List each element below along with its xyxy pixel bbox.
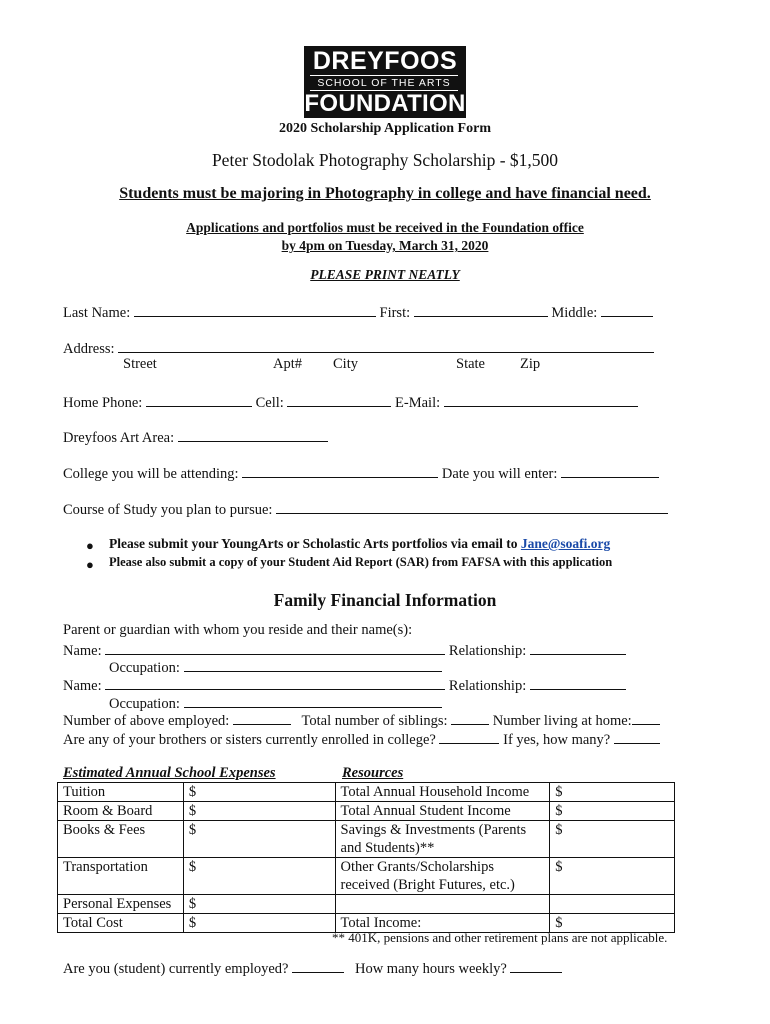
expense-amount-field[interactable]: $: [183, 895, 335, 914]
parent2-occupation-field[interactable]: [184, 694, 442, 708]
siblings-field[interactable]: [451, 711, 489, 725]
hours-answer-field[interactable]: [510, 959, 562, 973]
expenses-table: [57, 782, 675, 933]
expense-label: Personal Expenses: [58, 895, 184, 914]
table-row: [58, 895, 675, 914]
expense-label: Room & Board: [58, 802, 184, 821]
college-field[interactable]: [242, 464, 438, 478]
parent2-name-label: Name:: [63, 678, 102, 694]
resource-amount-field[interactable]: $: [550, 802, 675, 821]
logo-line-2: SCHOOL OF THE ARTS: [310, 75, 458, 91]
date-enter-field[interactable]: [561, 464, 659, 478]
name-row: [63, 303, 653, 322]
table-row: [58, 821, 675, 858]
expense-amount-field[interactable]: $: [183, 858, 335, 895]
college-row: [63, 464, 659, 483]
course-row: [63, 500, 668, 519]
course-field[interactable]: [276, 500, 668, 514]
city-caption: City: [333, 356, 358, 372]
resource-amount-field[interactable]: [550, 895, 675, 914]
resource-label: Total Annual Student Income: [335, 802, 550, 821]
date-enter-label: Date you will enter:: [441, 466, 558, 482]
living-field[interactable]: [632, 711, 660, 725]
parent2-occupation-label: Occupation:: [109, 696, 180, 712]
expense-amount-field[interactable]: $: [183, 783, 335, 802]
expense-label: Total Cost: [58, 914, 184, 933]
parent1-relationship-label: Relationship:: [448, 643, 527, 659]
parent1-occupation-row: [109, 658, 442, 677]
resource-label: [335, 895, 550, 914]
last-name-label: Last Name:: [63, 305, 131, 321]
expense-amount-field[interactable]: $: [183, 914, 335, 933]
expense-label: Tuition: [58, 783, 184, 802]
family-heading: Family Financial Information: [273, 590, 497, 610]
resource-amount-field[interactable]: $: [550, 783, 675, 802]
resource-label: Savings & Investments (Parents and Students)**: [335, 821, 550, 858]
hours-question: How many hours weekly?: [354, 961, 507, 977]
table-row: [58, 783, 675, 802]
college-siblings-field[interactable]: [439, 730, 499, 744]
cell-field[interactable]: [287, 393, 391, 407]
employed-question: Are you (student) currently employed?: [63, 961, 289, 977]
state-caption: State: [456, 356, 485, 372]
email-link[interactable]: Jane@soafi.org: [520, 536, 611, 551]
logo-line-3: FOUNDATION: [304, 90, 466, 117]
parent1-occupation-field[interactable]: [184, 658, 442, 672]
expense-amount-field[interactable]: $: [183, 802, 335, 821]
requirement-text: Students must be majoring in Photography in college and have financial need.: [119, 185, 651, 202]
siblings-label: Total number of siblings:: [301, 713, 448, 729]
resource-label: Total Income:: [335, 914, 550, 933]
expense-label: Books & Fees: [58, 821, 184, 858]
first-name-label: First:: [379, 305, 411, 321]
employed-label: Number of above employed:: [63, 713, 230, 729]
college-label: College you will be attending:: [63, 466, 239, 482]
family-intro: Parent or guardian with whom you reside and their name(s):: [63, 622, 413, 638]
portfolio-text: Please submit your YoungArts or Scholastic Arts portfolios via email to: [109, 536, 518, 551]
resource-label: Total Annual Household Income: [335, 783, 550, 802]
table-row: [58, 858, 675, 895]
bullet-icon: ●: [86, 538, 94, 553]
how-many-label: If yes, how many?: [503, 732, 611, 748]
art-area-row: [63, 428, 328, 447]
phone-row: [63, 393, 638, 412]
cell-label: Cell:: [255, 395, 284, 411]
resources-heading: Resources: [342, 765, 404, 781]
how-many-field[interactable]: [614, 730, 660, 744]
scholarship-title: Peter Stodolak Photography Scholarship - $1,500: [211, 150, 559, 170]
expense-amount-field[interactable]: $: [183, 821, 335, 858]
art-area-field[interactable]: [178, 428, 328, 442]
college-siblings-label: Are any of your brothers or sisters currently enrolled in college?: [63, 732, 436, 748]
zip-caption: Zip: [520, 356, 541, 372]
address-label: Address:: [63, 341, 115, 357]
first-name-field[interactable]: [414, 303, 548, 317]
resource-amount-field[interactable]: $: [550, 858, 675, 895]
deadline-line-2: by 4pm on Tuesday, March 31, 2020: [281, 238, 489, 253]
living-label: Number living at home:: [492, 713, 632, 729]
employed-field[interactable]: [233, 711, 291, 725]
form-title: 2020 Scholarship Application Form: [279, 121, 491, 136]
print-note: PLEASE PRINT NEATLY: [310, 267, 460, 282]
parent1-name-label: Name:: [63, 643, 102, 659]
expense-label: Transportation: [58, 858, 184, 895]
deadline-line-1: Applications and portfolios must be received in the Foundation office: [186, 220, 584, 235]
email-field[interactable]: [444, 393, 638, 407]
parent2-name-field[interactable]: [105, 676, 445, 690]
table-footnote: ** 401K, pensions and other retirement plans are not applicable.: [332, 930, 668, 945]
logo-line-1: DREYFOOS: [312, 47, 458, 75]
address-field[interactable]: [118, 339, 654, 353]
home-phone-field[interactable]: [146, 393, 252, 407]
expenses-heading: Estimated Annual School Expenses: [63, 765, 276, 781]
bullet-portfolio: [109, 536, 610, 552]
street-caption: Street: [123, 356, 157, 372]
resource-amount-field[interactable]: $: [550, 821, 675, 858]
art-area-label: Dreyfoos Art Area:: [63, 430, 175, 446]
home-phone-label: Home Phone:: [63, 395, 143, 411]
email-label: E-Mail:: [395, 395, 441, 411]
parent2-relationship-field[interactable]: [530, 676, 626, 690]
resource-label: Other Grants/Scholarships received (Bright Futures, etc.): [335, 858, 550, 895]
parent2-relationship-label: Relationship:: [448, 678, 527, 694]
apt-caption: Apt#: [273, 356, 302, 372]
employment-row: [63, 959, 562, 978]
middle-name-field[interactable]: [601, 303, 653, 317]
bullet-sar: Please also submit a copy of your Student Aid Report (SAR) from FAFSA with this application: [109, 555, 613, 569]
course-label: Course of Study you plan to pursue:: [63, 502, 273, 518]
parent2-row: [63, 676, 626, 695]
parent1-name-field[interactable]: [105, 641, 445, 655]
dreyfoos-foundation-logo: [304, 46, 466, 118]
parent1-occupation-label: Occupation:: [109, 660, 180, 676]
table-row: [58, 802, 675, 821]
siblings-row: [63, 711, 660, 730]
resource-amount-field[interactable]: $: [550, 914, 675, 933]
parent1-relationship-field[interactable]: [530, 641, 626, 655]
middle-name-label: Middle:: [551, 305, 598, 321]
college-siblings-row: [63, 730, 660, 749]
last-name-field[interactable]: [134, 303, 376, 317]
bullet-icon: ●: [86, 557, 94, 572]
employed-answer-field[interactable]: [292, 959, 344, 973]
